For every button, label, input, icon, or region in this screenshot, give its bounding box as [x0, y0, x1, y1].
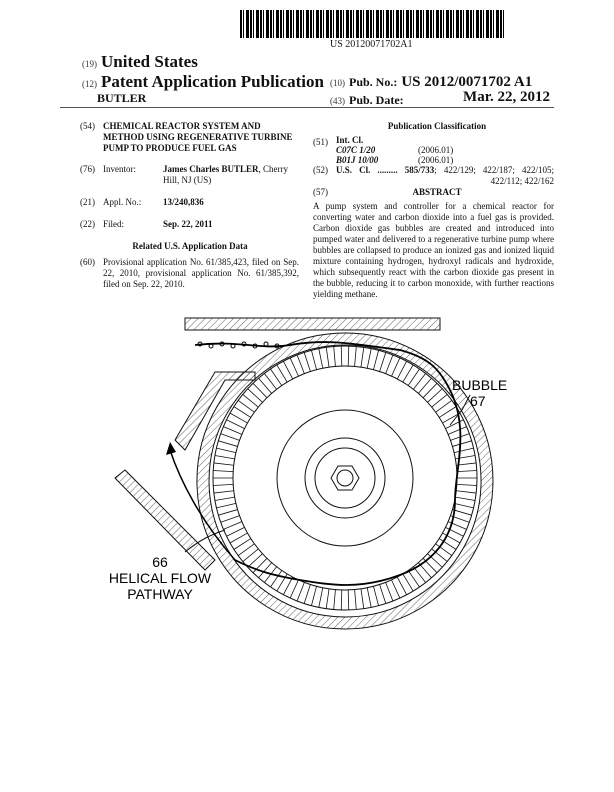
rotor-blade: [326, 347, 329, 367]
rotor-blade: [355, 590, 357, 610]
rotor-blade: [380, 352, 386, 371]
rotor-blade: [230, 533, 247, 543]
rotor-blade: [454, 503, 473, 508]
rotor-blade: [218, 510, 237, 516]
rotor-blade: [392, 358, 400, 376]
rotor-blade: [373, 586, 378, 605]
publication-type: Patent Application Publication: [101, 72, 324, 91]
country-line: (19) United States: [82, 52, 198, 71]
rotor-blade: [304, 585, 310, 604]
rotor-blade: [452, 510, 471, 516]
rotor-blade: [283, 361, 292, 379]
rotor-blade: [213, 470, 233, 471]
related-text: Provisional application No. 61/385,423, filed on Sep. 22, 2010, provisional application No. 61/385,392, filed on Sep. 22, 2010.: [103, 257, 299, 289]
rotor-blade: [234, 539, 251, 550]
rotor-blade: [297, 355, 304, 374]
rotor-blade: [304, 352, 310, 371]
rotor-blade: [397, 361, 406, 379]
rotor-blade: [290, 358, 298, 376]
rotor-blade: [367, 349, 371, 369]
rotor-blade: [367, 588, 371, 608]
inventor-surname: BUTLER: [97, 91, 147, 105]
country: United States: [101, 52, 198, 71]
pathway-number: 66: [152, 554, 168, 570]
pub-date: Mar. 22, 2012: [463, 89, 550, 105]
rotor-blade: [448, 427, 466, 435]
rotor-rim: [233, 366, 457, 590]
rotor-blade: [218, 441, 237, 447]
barcode: [240, 10, 506, 38]
arrow-head-icon: [166, 442, 176, 455]
rotor-blade: [277, 365, 287, 382]
divider: [60, 107, 554, 108]
us-cl: U.S. Cl. ......... 585/733; 422/129; 422/187; 422/105; 422/112; 422/162: [336, 165, 554, 186]
rotor-blade: [227, 527, 245, 536]
rotor-blade: [380, 585, 386, 604]
rotor-blade: [319, 588, 323, 608]
bubble-number: 67: [470, 393, 486, 409]
rotor-blade: [454, 448, 473, 453]
rotor-blade: [386, 582, 393, 601]
pub-date-line: (43) Pub. Date: Mar. 22, 2012: [330, 89, 550, 107]
rotor-blade: [227, 420, 245, 429]
appl-no: 13/240,836: [163, 197, 204, 207]
rotor-blade: [230, 413, 247, 423]
rotor-blade: [457, 484, 477, 485]
rotor-blade: [403, 574, 413, 591]
abstract-heading: ABSTRACT: [412, 187, 462, 197]
rotor-blade: [443, 413, 460, 423]
abstract-text: A pump system and controller for a chemical reactor for converting water and carbon dioxide into a fuel gas is provided. Carbon dioxide gas bubbles are created and introduced into pumped water and delivered to a regenerative turbine pump where bubbles are collapsed to produce an ionized gas and ionized liquid mixture containing hydrogen, hydroxyl radicals and hydroxide, which subsequently react with the carbon dioxide gas present in the bubble, reducing it to carbon monoxide, with further reactions yielding methane.: [313, 201, 554, 299]
related-heading: Related U.S. Application Data: [132, 241, 248, 251]
rotor-blade: [361, 347, 364, 367]
rotor-blade: [221, 434, 240, 441]
barcode-number: US 20120071702A1: [330, 39, 413, 50]
pump-figure: [0, 300, 614, 630]
rotor-blade: [223, 522, 241, 530]
filed-date: Sep. 22, 2011: [163, 219, 213, 229]
rotor-blade: [214, 463, 234, 465]
rotor-blade: [216, 448, 235, 453]
rotor-blade: [361, 589, 364, 609]
rotor-blade: [334, 590, 336, 610]
rotor-blade: [297, 582, 304, 601]
rotor-blade: [456, 491, 476, 493]
rotor-blade: [311, 586, 316, 605]
rotor-blade: [373, 350, 378, 369]
pathway-label-line2: PATHWAY: [127, 586, 193, 602]
rotor-blade: [355, 346, 357, 366]
rotor-blade: [221, 516, 240, 523]
rotor-blade: [223, 427, 241, 435]
rotor-blade: [386, 355, 393, 374]
rotor-blade: [311, 350, 316, 369]
rotor-blade: [283, 577, 292, 595]
rotor-blade: [348, 590, 349, 610]
rotor-blade: [348, 346, 349, 366]
pathway-label-line1: HELICAL FLOW: [108, 570, 212, 586]
rotor-blade: [234, 407, 251, 418]
rotor-blade: [397, 577, 406, 595]
rotor-blade: [455, 497, 475, 500]
rotor-blade: [215, 497, 235, 500]
rotor-blade: [403, 365, 413, 382]
rotor-blade: [213, 484, 233, 485]
rotor-blade: [341, 346, 342, 366]
rotor-blade: [326, 589, 329, 609]
rotor-blade: [457, 470, 477, 471]
patent-title: CHEMICAL REACTOR SYSTEM AND METHOD USING REGENERATIVE TURBINE PUMP TO PRODUCE FUEL GAS: [103, 121, 293, 153]
rotor-blade: [214, 491, 234, 493]
inventor: James Charles BUTLER, Cherry Hill, NJ (US): [163, 164, 289, 185]
classification-heading: Publication Classification: [387, 121, 487, 131]
pub-no-line: (10) Pub. No.: US 2012/0071702 A1: [330, 74, 533, 90]
pub-no: US 2012/0071702 A1: [401, 74, 533, 90]
rotor-blade: [334, 346, 336, 366]
type-line: (12) Patent Application Publication: [82, 72, 324, 91]
rotor-blade: [439, 407, 456, 418]
rotor-blade: [392, 580, 400, 598]
rotor-blade: [216, 503, 235, 508]
rotor-blade: [215, 455, 235, 458]
rotor-blade: [452, 441, 471, 447]
rotor-blade: [319, 349, 323, 369]
rotor-blade: [290, 580, 298, 598]
bubble-label: BUBBLE: [452, 377, 508, 393]
rotor-blade: [341, 590, 342, 610]
top-casing-plate: [185, 318, 440, 330]
